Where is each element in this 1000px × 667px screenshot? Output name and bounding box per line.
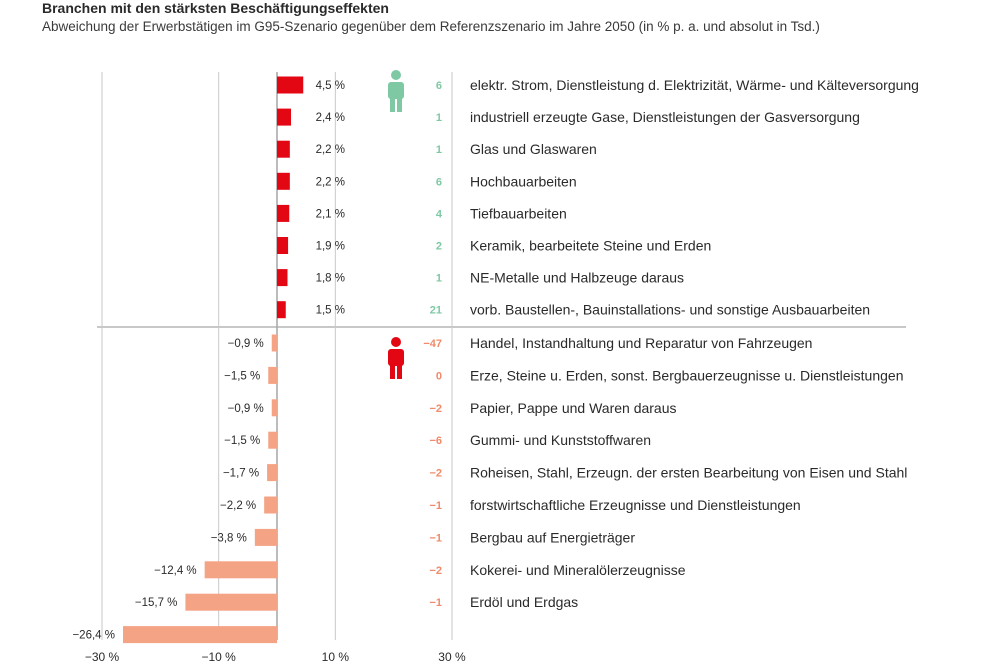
person-negative-icon: [388, 337, 404, 379]
category-label: industriell erzeugte Gase, Dienstleistungen der Gasversorgung: [470, 109, 860, 126]
value-label: −15,7 %: [134, 597, 178, 610]
person-leg: [397, 364, 402, 379]
value-label: 2,4 %: [315, 112, 345, 125]
category-label: Glas und Glaswaren: [470, 141, 597, 158]
person-leg: [390, 364, 395, 379]
absolute-label: 1: [435, 112, 442, 125]
x-tick-label: −30 %: [84, 650, 120, 664]
category-label: Keramik, bearbeitete Steine und Erden: [470, 237, 712, 254]
bar: [205, 561, 277, 578]
absolute-label: 6: [435, 80, 442, 92]
absolute-label: 1: [435, 144, 442, 157]
absolute-label: −47: [423, 338, 442, 350]
bar: [267, 464, 277, 481]
bar: [272, 335, 277, 352]
value-label: −0,9 %: [227, 402, 264, 415]
category-label: vorb. Baustellen-, Bauinstallations- und sonstige Ausbauarbeiten: [470, 301, 871, 318]
value-label: −1,5 %: [224, 370, 261, 383]
category-label: NE-Metalle und Halbzeuge daraus: [470, 269, 685, 286]
bar: [277, 77, 303, 94]
value-label: −0,9 %: [227, 338, 264, 350]
absolute-label: −1: [429, 597, 442, 610]
bar: [268, 432, 277, 449]
person-body: [388, 349, 404, 366]
absolute-label: 0: [435, 370, 442, 383]
category-label: Erze, Steine u. Erden, sonst. Bergbauerzeugnisse u. Dienstleistungen: [470, 367, 904, 384]
category-label: Roheisen, Stahl, Erzeugn. der ersten Bearbeitung von Eisen und Stahl: [470, 464, 908, 481]
value-label: −1,5 %: [224, 435, 261, 448]
value-label: −12,4 %: [154, 564, 197, 577]
value-label: 4,5 %: [315, 80, 345, 92]
person-head: [391, 337, 401, 347]
absolute-label: 21: [429, 304, 442, 317]
value-label: −26,4 %: [72, 629, 116, 642]
category-label: Kokerei- und Mineralölerzeugnisse: [470, 561, 686, 578]
category-label: Erdöl und Erdgas: [470, 594, 579, 611]
absolute-label: −1: [429, 500, 442, 512]
value-label: −1,7 %: [222, 467, 260, 480]
person-head: [391, 70, 401, 80]
absolute-label: −6: [429, 435, 442, 448]
value-label: 1,9 %: [315, 240, 345, 253]
category-label: Hochbauarbeiten: [470, 173, 577, 190]
bar: [264, 497, 277, 514]
absolute-label: −2: [429, 467, 442, 480]
absolute-label: 6: [435, 176, 442, 189]
category-label: Tiefbauarbeiten: [470, 205, 567, 222]
category-label: Gummi- und Kunststoffwaren: [470, 432, 652, 449]
bar: [277, 109, 291, 126]
bar: [185, 594, 277, 611]
bar: [277, 141, 290, 158]
category-label: Bergbau auf Energieträger: [470, 529, 635, 546]
value-label: 2,1 %: [315, 208, 345, 221]
person-leg: [390, 97, 395, 112]
bar: [277, 173, 290, 190]
category-label: Papier, Pappe und Waren daraus: [470, 399, 677, 416]
category-label: elektr. Strom, Dienstleistung d. Elektrizität, Wärme- und Kälteversorgung: [470, 77, 919, 93]
x-tick-label: 30 %: [438, 650, 466, 664]
value-label: 2,2 %: [315, 144, 345, 157]
absolute-label: 2: [435, 240, 442, 253]
bar: [277, 205, 289, 222]
category-label: Handel, Instandhaltung und Reparatur von Fahrzeugen: [470, 335, 813, 351]
person-positive-icon: [388, 70, 404, 112]
person-body: [388, 82, 404, 99]
x-tick-label: −10 %: [201, 650, 236, 664]
category-label: forstwirtschaftliche Erzeugnisse und Dienstleistungen: [470, 497, 801, 513]
chart-subtitle: Abweichung der Erwerbstätigen im G95-Szenario gegenüber dem Referenzszenario im Jahre 2050 (in % p. a. und absolut in Tsd.): [42, 19, 820, 34]
chart-title: Branchen mit den stärksten Beschäftigungseffekten: [42, 0, 389, 16]
value-label: −2,2 %: [220, 500, 257, 512]
bar: [277, 301, 286, 318]
x-tick-label: 10 %: [321, 650, 350, 664]
absolute-label: 1: [435, 272, 442, 285]
absolute-label: 4: [435, 208, 442, 221]
value-label: 1,5 %: [315, 304, 345, 317]
value-label: −3,8 %: [210, 532, 247, 545]
bar: [277, 237, 288, 254]
bar: [272, 399, 277, 416]
absolute-label: −2: [429, 402, 442, 415]
bar: [123, 626, 277, 643]
person-leg: [397, 97, 402, 112]
value-label: 2,2 %: [315, 176, 345, 189]
bar: [277, 269, 287, 286]
value-label: 1,8 %: [315, 272, 345, 285]
bar: [268, 367, 277, 384]
absolute-label: −1: [429, 532, 442, 545]
bar: [255, 529, 277, 546]
absolute-label: −2: [429, 564, 442, 577]
